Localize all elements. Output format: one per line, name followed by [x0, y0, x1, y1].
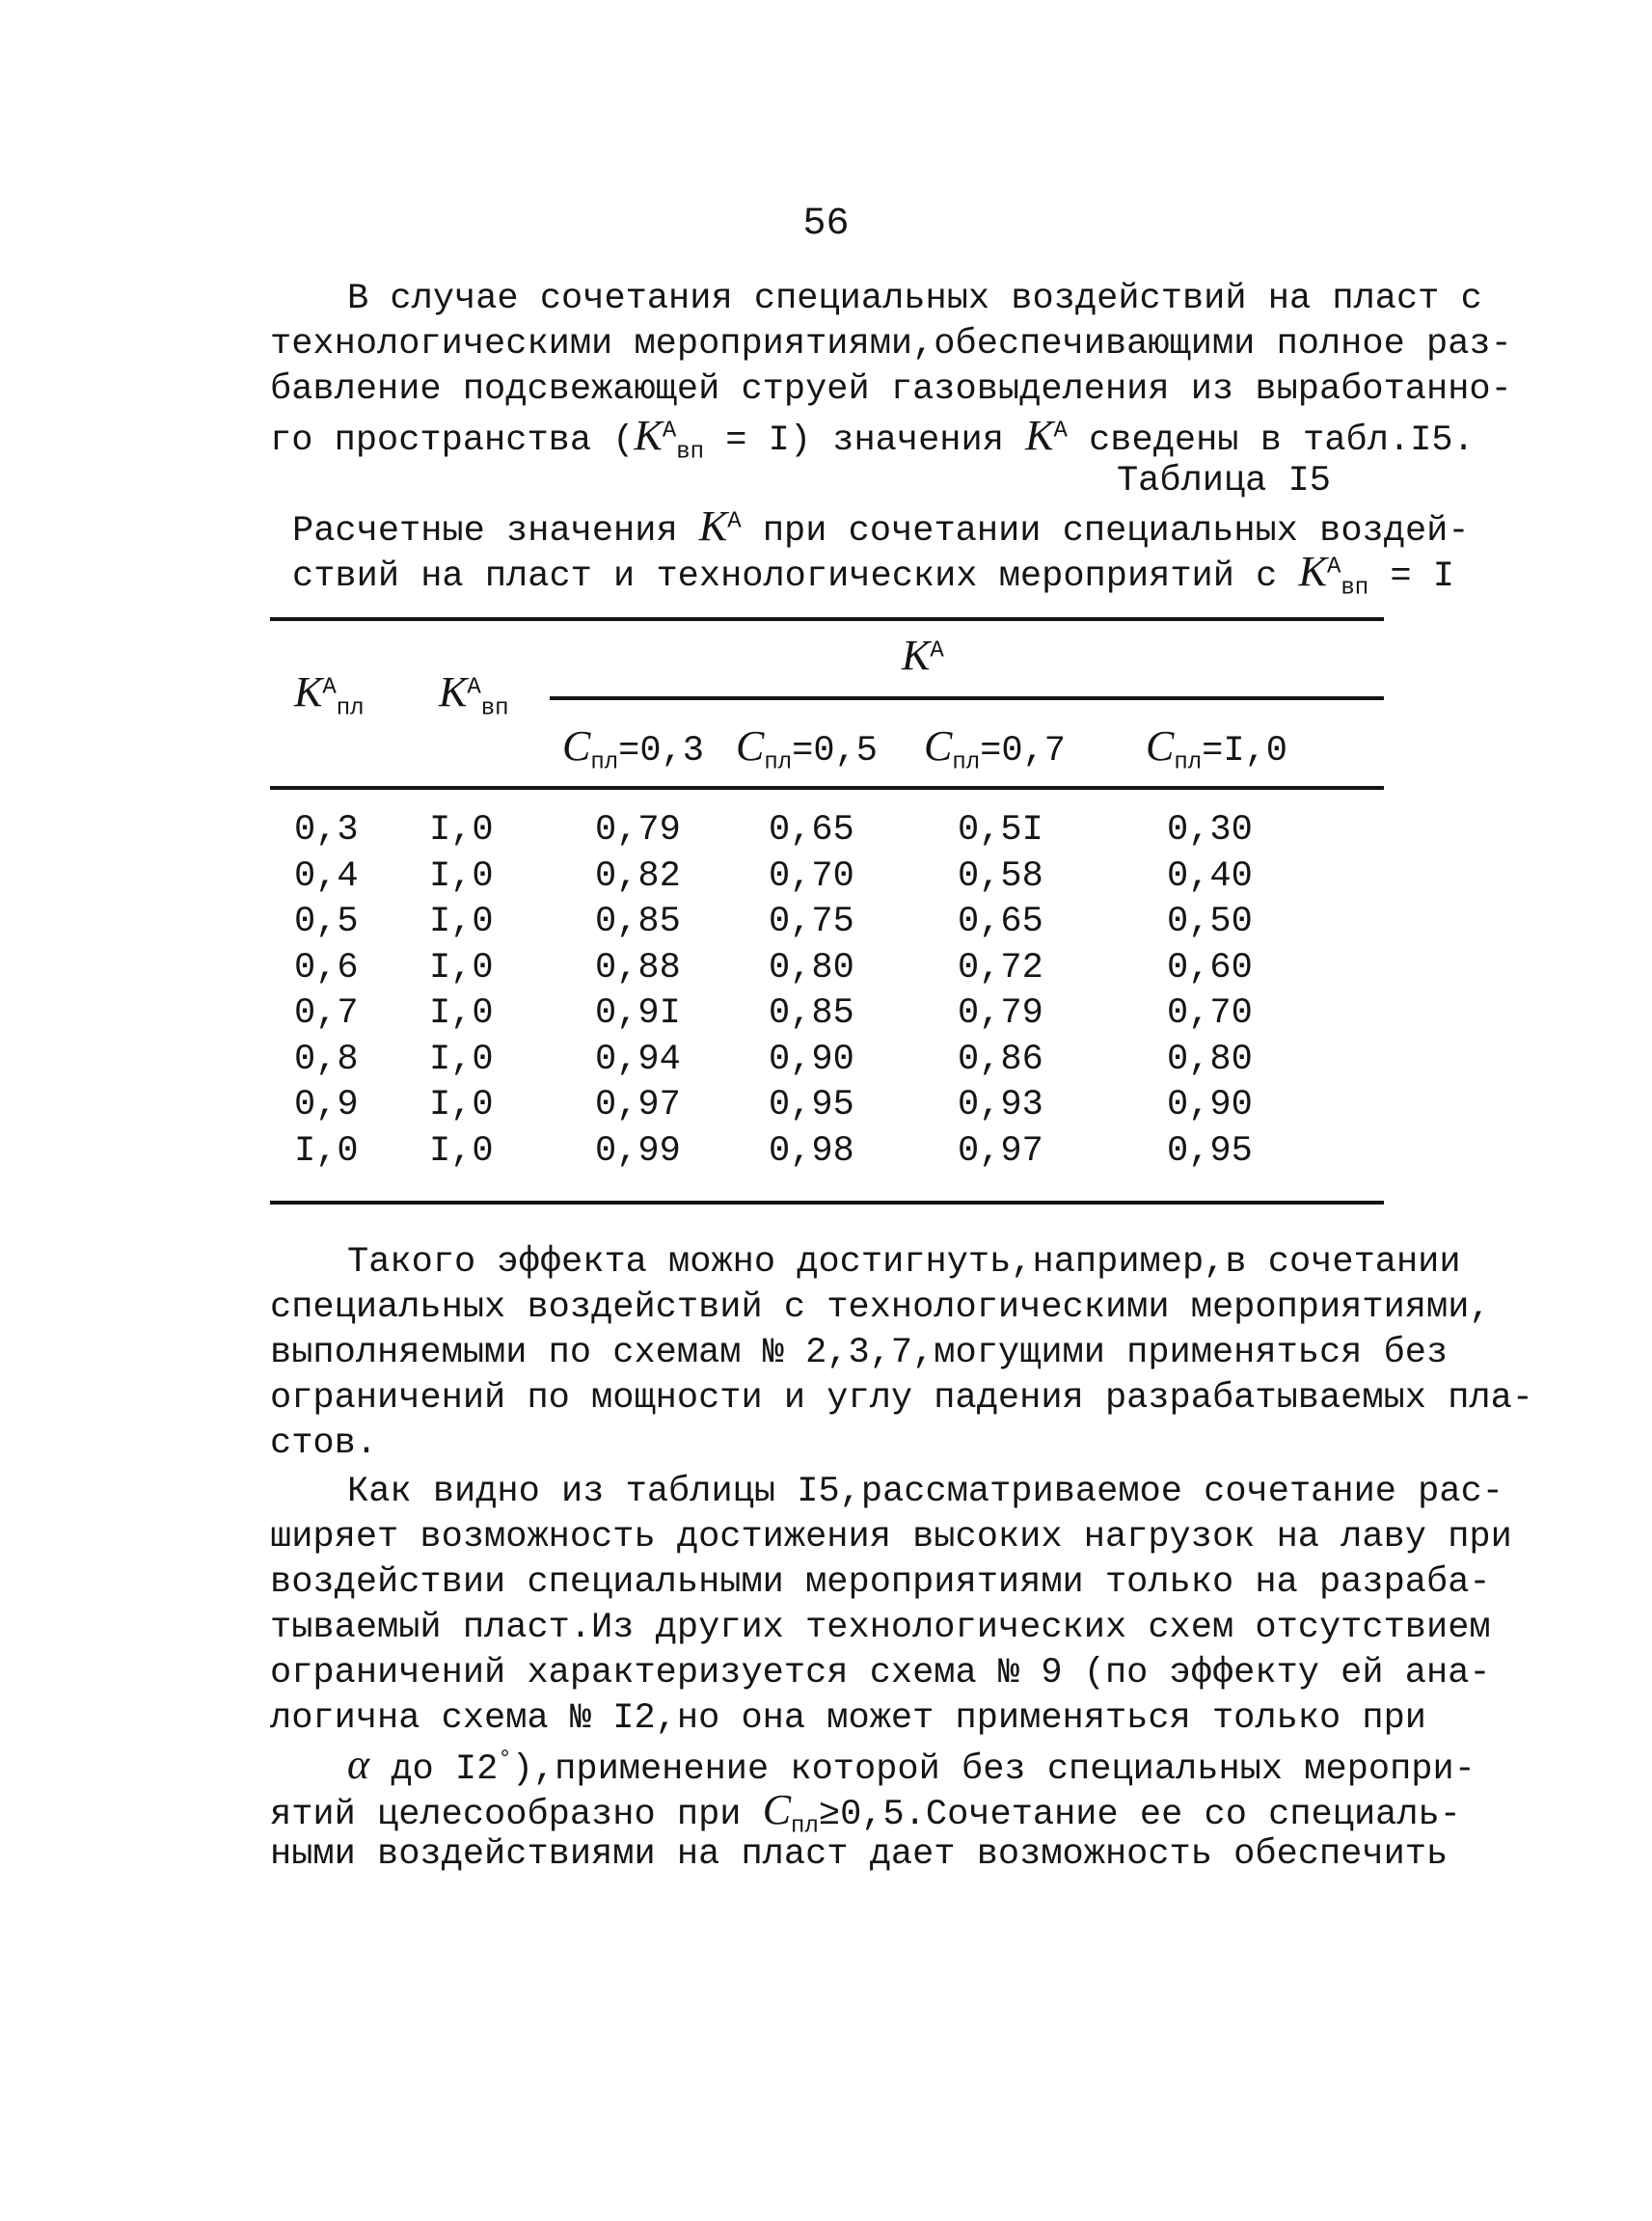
table-cell-kpl: 0,3: [294, 810, 359, 851]
table-cell-kpl: 0,4: [294, 855, 359, 897]
formula-subscript: вп: [1341, 575, 1369, 602]
formula-symbol: C: [562, 722, 591, 770]
formula-subscript: пл: [336, 695, 365, 722]
formula-subscript: пл: [590, 749, 619, 776]
formula-superscript: A: [1053, 418, 1068, 445]
table-cell-ka: 0,85: [595, 902, 681, 942]
column-header-kvp: [439, 667, 509, 722]
formula-superscript: A: [662, 418, 677, 445]
text-fragment: ствий на пласт и технологических мероприятий с: [292, 556, 1299, 597]
sub-header-value: =0,3: [618, 731, 704, 772]
table-cell-ka: 0,58: [958, 855, 1043, 897]
text-line: [292, 548, 1454, 602]
text-fragment: ятий целесообразно при: [270, 1795, 763, 1835]
table-cell-ka: 0,80: [1167, 1039, 1253, 1080]
table-cell-ka: 0,86: [958, 1039, 1043, 1080]
table-cell-ka: 0,30: [1167, 810, 1253, 851]
formula-subscript: вп: [480, 695, 509, 722]
table-cell-ka: 0,70: [1167, 993, 1253, 1034]
table-cell-ka: 0,97: [958, 1130, 1043, 1172]
table-cell-ka: 0,95: [1167, 1130, 1253, 1172]
text-line: В случае сочетания специальных воздействий на пласт с: [347, 279, 1482, 319]
paragraph-2: [270, 1240, 1534, 1467]
formula-subscript: пл: [791, 1813, 819, 1840]
text-line: Такого эффекта можно достигнуть,например,в сочетании: [347, 1242, 1461, 1283]
formula-superscript: A: [727, 508, 742, 535]
formula-symbol: K: [294, 668, 323, 716]
table-cell-kvp: I,0: [429, 947, 494, 989]
table-header-rule: [270, 786, 1384, 790]
formula-subscript: пл: [764, 749, 793, 776]
formula-symbol: K: [698, 502, 728, 550]
table-cell-ka: 0,9I: [595, 993, 681, 1034]
table-cell-ka: 0,82: [595, 855, 681, 897]
table-cell-ka: 0,97: [595, 1085, 681, 1125]
formula-subscript: пл: [952, 749, 981, 776]
text-fragment: ≥0,5.Сочетание ее со специаль-: [818, 1795, 1461, 1835]
table-cell-ka: 0,90: [1167, 1085, 1253, 1125]
formula-symbol: C: [1146, 722, 1175, 770]
table-cell-ka: 0,95: [769, 1085, 854, 1125]
table-cell-ka: 0,88: [595, 947, 681, 989]
table-cell-ka: 0,79: [595, 810, 681, 851]
table-cell-ka: 0,65: [958, 902, 1043, 942]
formula-superscript: °: [498, 1747, 512, 1774]
formula-subscript: пл: [1174, 749, 1203, 776]
table-cell-kpl: 0,9: [294, 1085, 359, 1125]
table-cell-ka: 0,80: [769, 947, 854, 989]
text-line: бавление подсвежающей струей газовыделения из выработанно-: [270, 369, 1512, 410]
text-fragment: = I: [1368, 556, 1454, 597]
text-fragment: Расчетные значения: [292, 511, 699, 552]
text-line: воздействии специальными мероприятиями только на разраба-: [270, 1562, 1491, 1603]
text-line: стов.: [270, 1423, 378, 1464]
text-line: ограничений по мощности и углу падения разрабатываемых пла-: [270, 1378, 1534, 1419]
table-cell-ka: 0,98: [769, 1130, 854, 1172]
text-fragment: ),применение которой без специальных меропри-: [511, 1749, 1476, 1790]
sub-header-value: =0,5: [792, 731, 878, 772]
paragraph-3: [270, 1470, 1512, 1878]
text-line: ограничений характеризуется схема № 9 (по эффекту ей ана-: [270, 1653, 1491, 1693]
table-cell-ka: 0,60: [1167, 947, 1253, 989]
text-line: логична схема № I2,но она может применяться только при: [270, 1698, 1426, 1739]
text-line: технологическими мероприятиями,обеспечивающими полное раз-: [270, 324, 1512, 365]
formula-symbol: K: [902, 632, 931, 679]
column-header-kpl: [294, 667, 365, 722]
page-number: 56: [802, 203, 850, 246]
formula-symbol: α: [347, 1741, 370, 1788]
formula-superscript: A: [322, 674, 337, 701]
formula-symbol: K: [1025, 412, 1054, 459]
text-line: [292, 502, 1470, 552]
formula-subscript: вп: [676, 439, 705, 466]
table-cell-ka: 0,99: [595, 1130, 681, 1172]
table-cell-kvp: I,0: [429, 1085, 494, 1125]
table-cell-ka: 0,75: [769, 902, 854, 942]
table-cell-kpl: 0,6: [294, 947, 359, 989]
sub-header-cpl: [1146, 721, 1287, 776]
sub-header-cpl: [736, 721, 878, 776]
text-line: ширяет возможность достижения высоких нагрузок на лаву при: [270, 1517, 1512, 1557]
table-title: [292, 502, 1470, 602]
table-cell-kpl: 0,7: [294, 993, 359, 1034]
text-line: ными воздействиями на пласт дает возможность обеспечить: [270, 1834, 1449, 1875]
formula-superscript: A: [1326, 554, 1341, 581]
sub-header-cpl: [924, 721, 1066, 776]
column-group-header-ka: [902, 631, 944, 681]
text-line: [270, 1786, 1461, 1840]
text-fragment: го пространства (: [270, 420, 635, 461]
text-fragment: до I2: [369, 1749, 499, 1790]
table-cell-ka: 0,5I: [958, 810, 1043, 851]
table-cell-kvp: I,0: [429, 855, 494, 897]
table-label: Таблица I5: [1116, 461, 1331, 501]
text-fragment: = I) значения: [704, 420, 1026, 461]
text-line: выполняемыми по схемам № 2,3,7,могущими применяться без: [270, 1333, 1449, 1373]
table-cell-kvp: I,0: [429, 902, 494, 942]
formula-symbol: C: [762, 1786, 792, 1833]
table-cell-kpl: I,0: [294, 1130, 359, 1172]
text-fragment: сведены в табл.I5.: [1067, 420, 1475, 461]
text-line: специальных воздействий с технологическими мероприятиями,: [270, 1287, 1491, 1328]
text-line: [270, 412, 1475, 466]
table-bottom-rule: [270, 1201, 1384, 1205]
text-fragment: при сочетании специальных воздей-: [741, 511, 1470, 552]
formula-superscript: A: [930, 637, 944, 664]
table-cell-ka: 0,50: [1167, 902, 1253, 942]
table-cell-kvp: I,0: [429, 1130, 494, 1172]
sub-header-value: =I,0: [1202, 731, 1287, 772]
table-cell-kpl: 0,8: [294, 1039, 359, 1080]
table-cell-kpl: 0,5: [294, 902, 359, 942]
table-cell-kvp: I,0: [429, 810, 494, 851]
table-top-rule: [270, 617, 1384, 621]
formula-symbol: K: [439, 668, 468, 716]
table-cell-ka: 0,70: [769, 855, 854, 897]
table-cell-ka: 0,40: [1167, 855, 1253, 897]
text-line: [270, 1741, 1476, 1790]
formula-symbol: K: [634, 412, 663, 459]
sub-header-value: =0,7: [980, 731, 1066, 772]
formula-symbol: C: [736, 722, 765, 770]
formula-symbol: C: [924, 722, 953, 770]
sub-header-cpl: [562, 721, 704, 776]
table-cell-ka: 0,79: [958, 993, 1043, 1034]
formula-superscript: A: [467, 674, 481, 701]
table-cell-ka: 0,65: [769, 810, 854, 851]
table-header: [270, 629, 1384, 783]
table-cell-ka: 0,94: [595, 1039, 681, 1080]
table-cell-kvp: I,0: [429, 993, 494, 1034]
formula-symbol: K: [1298, 548, 1327, 595]
text-line: тываемый пласт.Из других технологических схем отсутствием: [270, 1608, 1491, 1648]
table-cell-ka: 0,93: [958, 1085, 1043, 1125]
table-cell-ka: 0,90: [769, 1039, 854, 1080]
text-line: Как видно из таблицы I5,рассматриваемое сочетание рас-: [347, 1472, 1503, 1512]
table-cell-ka: 0,85: [769, 993, 854, 1034]
intro-paragraph: [270, 277, 1512, 466]
table-cell-kvp: I,0: [429, 1039, 494, 1080]
table-cell-ka: 0,72: [958, 947, 1043, 989]
